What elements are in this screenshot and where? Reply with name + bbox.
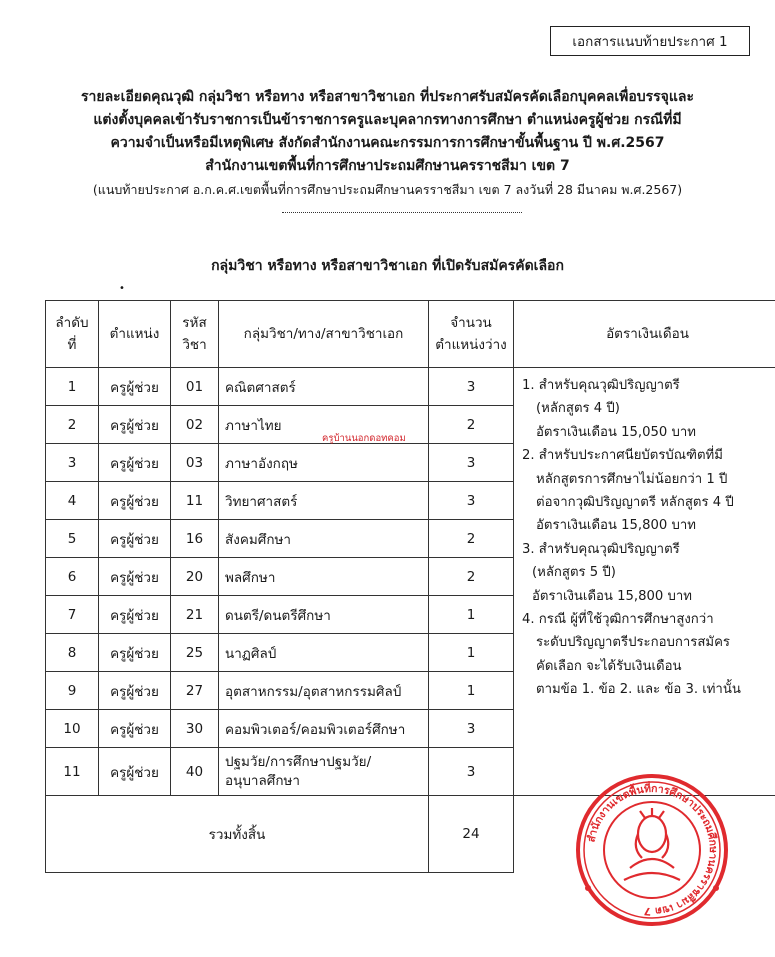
cell-subject: ภาษาไทย — [219, 406, 429, 444]
seal-ring-text: สำนักงานเขตพื้นที่การศึกษาประถมศึกษานครราชสีมา เขต 7 — [585, 782, 720, 918]
header-line-1: รายละเอียดคุณวุฒิ กลุ่มวิชา หรือทาง หรือสาขาวิชาเอก ที่ประกาศรับสมัครคัดเลือกบุคคลเพื่อบรรจุและ — [80, 89, 695, 105]
tick-mark: • — [119, 283, 125, 294]
seal-emblem-icon — [624, 808, 680, 880]
header-subject: กลุ่มวิชา/ทาง/สาขาวิชาเอก — [219, 301, 429, 368]
cell-no: 9 — [46, 672, 99, 710]
cell-count: 1 — [429, 596, 514, 634]
cell-count: 3 — [429, 710, 514, 748]
header-salary: อัตราเงินเดือน — [514, 301, 775, 368]
cell-subject: ดนตรี/ดนตรีศึกษา — [219, 596, 429, 634]
cell-subject: สังคมศึกษา — [219, 520, 429, 558]
cell-no: 5 — [46, 520, 99, 558]
cell-subject: อุตสาหกรรม/อุตสาหกรรมศิลป์ — [219, 672, 429, 710]
cell-position: ครูผู้ช่วย — [99, 406, 171, 444]
header-vacancies: จำนวน ตำแหน่งว่าง — [429, 301, 514, 368]
header-line-3: ความจำเป็นหรือมีเหตุพิเศษ สังกัดสำนักงานคณะกรรมการการศึกษาขั้นพื้นฐาน ปี พ.ศ.2567 — [110, 135, 665, 151]
cell-code: 02 — [171, 406, 219, 444]
cell-position: ครูผู้ช่วย — [99, 596, 171, 634]
cell-no: 8 — [46, 634, 99, 672]
cell-count: 2 — [429, 520, 514, 558]
header-line-4: สำนักงานเขตพื้นที่การศึกษาประถมศึกษานครราชสีมา เขต 7 — [205, 158, 570, 174]
total-count: 24 — [429, 796, 514, 873]
dotted-separator — [282, 212, 522, 213]
cell-code: 16 — [171, 520, 219, 558]
cell-code: 03 — [171, 444, 219, 482]
document-header — [60, 86, 715, 201]
cell-position: ครูผู้ช่วย — [99, 520, 171, 558]
attachment-reference-box — [550, 26, 750, 56]
cell-code: 21 — [171, 596, 219, 634]
salary-note-4: 4. กรณี ผู้ที่ใช้วุฒิการศึกษาสูงกว่า ระดับปริญญาตรีประกอบการสมัคร คัดเลือก จะได้รับเงินเดือน ตามข้อ 1. ข้อ 2. และ ข้อ 3. เท่านั้น — [522, 612, 741, 698]
cell-code: 27 — [171, 672, 219, 710]
cell-position: ครูผู้ช่วย — [99, 444, 171, 482]
cell-no: 6 — [46, 558, 99, 596]
header-code: รหัส วิชา — [171, 301, 219, 368]
cell-code: 30 — [171, 710, 219, 748]
cell-position: ครูผู้ช่วย — [99, 672, 171, 710]
cell-count: 1 — [429, 672, 514, 710]
total-label: รวมทั้งสิ้น — [46, 796, 429, 873]
cell-count: 2 — [429, 558, 514, 596]
cell-no: 11 — [46, 748, 99, 796]
table-row — [46, 368, 775, 406]
cell-code: 11 — [171, 482, 219, 520]
salary-note-2: 2. สำหรับประกาศนียบัตรบัณฑิตที่มี หลักสูตรการศึกษาไม่น้อยกว่า 1 ปี ต่อจากวุฒิปริญญาตรี หลักสูตร 4 ปี อัตราเงินเดือน 15,800 บาท — [522, 448, 734, 534]
header-no: ลำดับ ที่ — [46, 301, 99, 368]
cell-code: 25 — [171, 634, 219, 672]
cell-subject: วิทยาศาสตร์ — [219, 482, 429, 520]
header-position: ตำแหน่ง — [99, 301, 171, 368]
cell-subject: ภาษาอังกฤษ — [219, 444, 429, 482]
cell-no: 7 — [46, 596, 99, 634]
cell-no: 3 — [46, 444, 99, 482]
cell-count: 3 — [429, 444, 514, 482]
cell-no: 2 — [46, 406, 99, 444]
salary-note-1: 1. สำหรับคุณวุฒิปริญญาตรี (หลักสูตร 4 ปี) อัตราเงินเดือน 15,050 บาท — [522, 378, 696, 440]
cell-count: 3 — [429, 748, 514, 796]
attachment-reference-label: เอกสารแนบท้ายประกาศ 1 — [572, 34, 728, 50]
cell-subject: คอมพิวเตอร์/คอมพิวเตอร์ศึกษา — [219, 710, 429, 748]
cell-subject: คณิตศาสตร์ — [219, 368, 429, 406]
cell-code: 20 — [171, 558, 219, 596]
cell-position: ครูผู้ช่วย — [99, 710, 171, 748]
cell-position: ครูผู้ช่วย — [99, 748, 171, 796]
cell-position: ครูผู้ช่วย — [99, 482, 171, 520]
cell-count: 1 — [429, 634, 514, 672]
cell-position: ครูผู้ช่วย — [99, 634, 171, 672]
header-line-2: แต่งตั้งบุคคลเข้ารับราชการเป็นข้าราชการครูและบุคลากรทางการศึกษา ตำแหน่งครูผู้ช่วย กรณีที่มี — [93, 112, 682, 128]
cell-subject: ปฐมวัย/การศึกษาปฐมวัย/ อนุบาลศึกษา — [219, 748, 429, 796]
cell-count: 2 — [429, 406, 514, 444]
cell-subject: พลศึกษา — [219, 558, 429, 596]
cell-position: ครูผู้ช่วย — [99, 368, 171, 406]
header-line-5: (แนบท้ายประกาศ อ.ก.ค.ศ.เขตพื้นที่การศึกษาประถมศึกษานครราชสีมา เขต 7 ลงวันที่ 28 มีนาคม พ.ศ.2567) — [92, 182, 683, 197]
table-header-row — [46, 301, 775, 368]
official-seal — [572, 770, 732, 930]
watermark-text: ครูบ้านนอกดอทคอม — [322, 433, 406, 444]
cell-subject: นาฏศิลป์ — [219, 634, 429, 672]
cell-no: 1 — [46, 368, 99, 406]
cell-position: ครูผู้ช่วย — [99, 558, 171, 596]
salary-notes-cell — [514, 368, 775, 796]
cell-no: 4 — [46, 482, 99, 520]
cell-count: 3 — [429, 368, 514, 406]
cell-count: 3 — [429, 482, 514, 520]
table-title: กลุ่มวิชา หรือทาง หรือสาขาวิชาเอก ที่เปิดรับสมัครคัดเลือก — [211, 258, 564, 274]
cell-code: 40 — [171, 748, 219, 796]
salary-note-3: 3. สำหรับคุณวุฒิปริญญาตรี (หลักสูตร 5 ปี) อัตราเงินเดือน 15,800 บาท — [522, 541, 692, 604]
cell-no: 10 — [46, 710, 99, 748]
cell-code: 01 — [171, 368, 219, 406]
